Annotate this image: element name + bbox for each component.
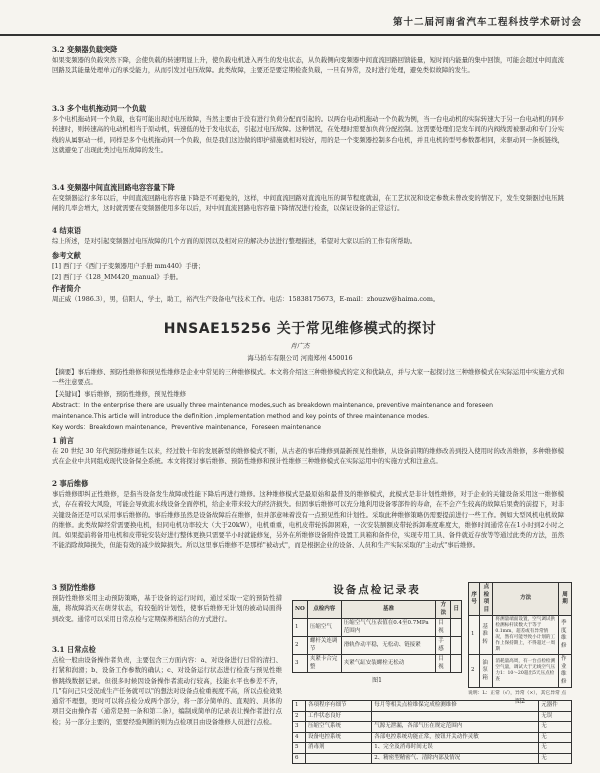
- table-cell: 工作状态良好: [305, 711, 371, 722]
- section-3-1-body: 点检一般由设备操作者负责，主要包含三方面内容：a、对设备进行日常的清扫、打紧和润滑；b、设备工作参数的确认；c、对设备运行状态进行检查与预见性维修跳线数据记录。但很多时候因设备操作者流动行较高，技能水平也参差不齐，几"有问己只受况成生产任务就可以"的想法对设备点检重视度不高，所以点检效果通常不理想，更时可以将点检分成两个部分，将一部分简单的、直观的、具体的项目交由操作者（通常是照一条和第二条），编制成简单的记录表让操作者进行点检；另一部分主要的，需要经验判断的则为点检项目由设备维修人员进行点检。: [52, 656, 282, 726]
- section-4-body: 综上所述，是对引起变频器过电压故障的几个方面的原因以及相对应的解决办法进行整理描述，希望对大家以后的工作有所帮助。: [52, 237, 417, 245]
- table-cell: 气源无泄漏，各部气压在规定范围内: [372, 722, 539, 733]
- table-cell: 1: [469, 616, 480, 655]
- table-cell: 1、完全及消毒时间无误: [372, 743, 539, 754]
- section-3-2-title: 3.2 变频器负载突降: [52, 45, 118, 54]
- table-cell: 无误: [539, 711, 572, 722]
- figure-1-table: [292, 600, 462, 673]
- section-3-3-body: 多个电机拖动同一个负载，也有可能出现过电压故障，当然主要由于没有进行负荷分配而引起的。以两台电动机拖动一个负载为例，当一台电动机的实际转速大于另一台电动机的同步转速时，则转速高的电动机相当于原动机，转速低的处于发电状态，引起过电压故障。这种情况，在处理时需要加负荷分配控制。这需要处理们是发车间的内阀线需被驱动和专门分实线的从属驱动一样，同样是多个电机拖动同一个负载，但是我们这边做的即护措施就相对较好，用的是一个变频器控制多台电机，并且电机的型号参数都相同，来驱动同一条板链线，这就避免了出现此类过电压故障的发生。: [52, 115, 564, 154]
- table-cell: 消毒剂: [305, 743, 371, 754]
- table-cell: [372, 711, 539, 722]
- table-cell: 将测量端面设置，空气调试供检测标杆读数大于等于0.1mm，超差或有异常情况，然有可能导致小计划的工作上保持期上，不得超过一周期: [493, 616, 559, 655]
- table-row: [293, 655, 462, 673]
- article-affiliation: 海马轿车有限公司 河南郑州 450016: [247, 354, 353, 362]
- keywords-en: Key words：Breakdown maintenance，Preventive maintenance，Foreseen maintenance: [52, 424, 322, 431]
- table-row: [293, 711, 572, 722]
- table-row: [469, 616, 572, 655]
- abstract-en-line1: Abstract：In the enterprise there are usually three maintenance modes,such as breakdown maintenance, preventive maintenance and foreseen: [52, 402, 493, 409]
- table-row: [293, 619, 462, 637]
- table-cell: 季度维修: [558, 616, 571, 655]
- table-cell: 2: [293, 711, 306, 722]
- table-cell: 元器件: [539, 701, 572, 712]
- table-cell: 4: [293, 732, 306, 743]
- table-row: [469, 655, 572, 688]
- table-cell: 各部电控系统功能正常，按钮开关动作灵敏: [372, 732, 539, 743]
- fig2-header-item: 点检项目: [480, 583, 493, 616]
- section-2-title: 2 事后维修: [52, 479, 89, 488]
- section-3-3-title: 3.3 多个电机拖动同一个负载: [52, 104, 147, 113]
- section-1-body: 在 20 世纪 30 年代预防维修诞生以来，经过数十年的发展新型的维修模式不断，从古老的事后维修到最新预见性维修，从设备前期的维修改善到投入使用时的改善维修，多种维修模式在企业中共同组成现代设备保全系统。本文将探讨事后维修、预防性维修和预计性维修三种维修模式在实际运用中的实施方式和注意点。: [52, 447, 564, 466]
- table-cell: 1: [293, 701, 306, 712]
- figure-1-caption: 图1: [372, 677, 382, 684]
- keywords-cn: 【关键词】事后维修，预防性维修，预见性维修: [52, 390, 187, 398]
- table-cell: 2: [293, 637, 308, 655]
- fig1-header-standard: 基准: [341, 601, 436, 619]
- figure-2-legend: 说明：L：正常（√），异常（×），其它异常 点: [468, 691, 567, 696]
- table-cell: 每月等相关点检维保完成检测维修: [372, 701, 539, 712]
- figure-2-table: [468, 582, 572, 688]
- table-cell: 目视: [436, 619, 451, 637]
- author-bio-title: 作者简介: [52, 284, 81, 293]
- running-header: [0, 12, 600, 36]
- table-cell: 无: [539, 732, 572, 743]
- reference-2: [2] 西门子《128_MM420_manual》手册。: [52, 273, 183, 281]
- table-cell: 消耗量高周，有一台点检检测空气量，调试大于无线空气压力1：10～20超出5天压点检查: [493, 655, 559, 688]
- abstract-cn: 【摘要】事后维修、预防性维修和预见性维修是企业中常见的三种维修模式。本文将介绍这三种维修模式的定义和优缺点，并与大家一起探讨这三种维修模式在实际运用中实施方式和一些注意要点。: [52, 368, 564, 387]
- reference-1: [1] 西门子《西门子变频器用户手册 mm440》手册；: [52, 262, 205, 270]
- table-cell: 3: [293, 655, 308, 673]
- table-cell: 螺杆关连调节: [307, 637, 341, 655]
- table-cell: 无: [539, 743, 572, 754]
- table-cell: 2、精密型精密气、清除内部及情况: [372, 753, 539, 764]
- table-cell: 压缩空气气压表值在0.4至0.7MPa范围内: [341, 619, 436, 637]
- table-cell: 手感: [436, 637, 451, 655]
- table-cell: 压缩空气系统: [305, 722, 371, 733]
- fig1-header-content: 点检内容: [307, 601, 341, 619]
- table-cell: [305, 753, 371, 764]
- table-row: [293, 637, 462, 655]
- section-4-title: 4 结束语: [52, 226, 82, 235]
- fig2-header-cycle: 周期: [558, 583, 571, 616]
- table-cell: [451, 637, 462, 655]
- section-3-body: 预防性维修采用主动预防策略，基于设备的运行时间，通过采取一定的预防性措施，将故障消灭在萌芽状态，有较强的计划性，使事后维修无计划的被动局面得到改变。通常可以采用日常点检与定期保养相结合的方式进行。: [52, 594, 282, 623]
- table-cell: 设备电控系统: [305, 732, 371, 743]
- figure-3-table: [292, 700, 572, 764]
- figure-2-caption: 图2: [515, 698, 525, 705]
- table-cell: [451, 655, 462, 673]
- author-bio-body: 周正威（1986.3），男，信阳人，学士，助工，裕汽生产设备电气技术工作。电话：15838175673，E-mail：zhouzw@haima.com。: [52, 295, 440, 303]
- figure-1: [292, 582, 462, 684]
- table-cell: 作业维修: [558, 655, 571, 688]
- table-cell: [451, 619, 462, 637]
- section-3-1-title: 3.1 日常点检: [52, 645, 96, 654]
- table-cell: 夹紧气缸安装螺栓无松动: [341, 655, 436, 673]
- table-row: [293, 753, 572, 764]
- table-cell: 3: [293, 722, 306, 733]
- fig1-header-no: NO: [293, 601, 308, 619]
- table-row: [293, 701, 572, 712]
- table-cell: 无: [539, 753, 572, 764]
- table-cell: 无: [539, 722, 572, 733]
- article-author: 肖广杰: [290, 342, 310, 350]
- figure-2: [468, 582, 572, 705]
- table-cell: 6: [293, 753, 306, 764]
- references-title: 参考文献: [52, 251, 81, 260]
- table-cell: 油泵箱: [480, 655, 493, 688]
- table-row: [293, 732, 572, 743]
- article-title: HNSAE15256 关于常见维修模式的探讨: [163, 321, 437, 337]
- table-row: [293, 743, 572, 754]
- section-2-body: 事后维修即纠正性维修，是指当设备发生故障或性能下降后再进行维修。这种维修模式是最原始和最普及的维修模式，此模式是非计划性维修，对于企业的关键设备采用这一维修模式，存在着较大风险，可能会导致流水线设备全面停机，给企业带来较大的经济损失。但固事后维修可以充分地利用设备零部件的寿命，在不会产生较高的故障后果费的前提下，对非关键设备还是可以采用事后维修的。事后维修虽然是设备故障后在维修，但并部意味着没有一点预见性和计划性。采取此种维修策略仍需要提前进行一些工作。例如大型风机电机故障的维修。此类故障经常需要换电机，但同电机功率较大（大于20kW），电机重重，电机皮带轮拆卸困难，一次安装额额皮带轮拆卸难度难度大，维修时间通常在在1小时到2小时之间。如果提前将备用电机和皮带轮安装好进行整体更换只需要半小时就能修复，另外在所维修设备附件设置工具箱和备件位，实现专用工具、备件就近存放等等通过此类的方法，虽然不能消除故障损失，但能有效的减少故障损失。所以这里事后维修不是那样"被动式"，而是根据企业的设备、人员和生产实际采取的"主动式"事后维修。: [52, 490, 564, 550]
- section-3-4-title: 3.4 变频器中间直流回路电容容量下降: [52, 183, 175, 192]
- table-cell: 各项程序有细节: [305, 701, 371, 712]
- table-cell: 5: [293, 743, 306, 754]
- fig1-header-method: 方法: [436, 601, 451, 619]
- table-cell: 滑轨作动平稳，无松动、链接紧: [341, 637, 436, 655]
- header-title: 第十二届河南省汽车工程科技学术研讨会: [392, 17, 582, 28]
- table-row: [293, 722, 572, 733]
- table-cell: 1: [293, 619, 308, 637]
- figure-1-title: 设备点检记录表: [333, 584, 421, 596]
- table-cell: 夹紧卡合完整: [307, 655, 341, 673]
- section-3-title: 3 预防性维修: [52, 583, 96, 592]
- table-cell: 2: [469, 655, 480, 688]
- figure-3: [292, 700, 572, 773]
- abstract-en-line2: maintenance.This article will introduce the definition ,implementation method and key points of three maintenance modes.: [52, 413, 430, 420]
- fig1-header-day: 日: [451, 601, 462, 619]
- table-cell: 基准转: [480, 616, 493, 655]
- fig2-header-seq: 序号: [469, 583, 480, 616]
- table-cell: 目视: [436, 655, 451, 673]
- table-cell: 压缩空气: [307, 619, 341, 637]
- section-3-4-body: 在变频器运行多年以后，中间直流回路电容容量下降是不可避免的，这样，中间直流回路对直流电压的调节程度就弱，在工艺状况和设定参数未曾改变的情况下，发生变频器过电压跳闸的几率会增大，这时就需要在变频器使用多年以后，对中间直流回路电容容量下降情况进行检查，以保证设备的正常运行。: [52, 194, 564, 213]
- fig2-header-method: 方法: [493, 583, 559, 616]
- section-3-2-body: 如果变频器的负载突然下降，会使负载的转速明显上升，使负载电机进入再生的发电状态，从负载侧向变频器中间直流回路回馈能量，短时间内能量的集中回馈，可能会超过中间直流回路及其能量处理单元的承受能力，从而引发过电压故障。此类故障，主要还是要定期检查负载，一旦有异常，及时进行处理，避免类似故障的发生。: [52, 56, 564, 75]
- section-1-title: 1 前言: [52, 436, 74, 445]
